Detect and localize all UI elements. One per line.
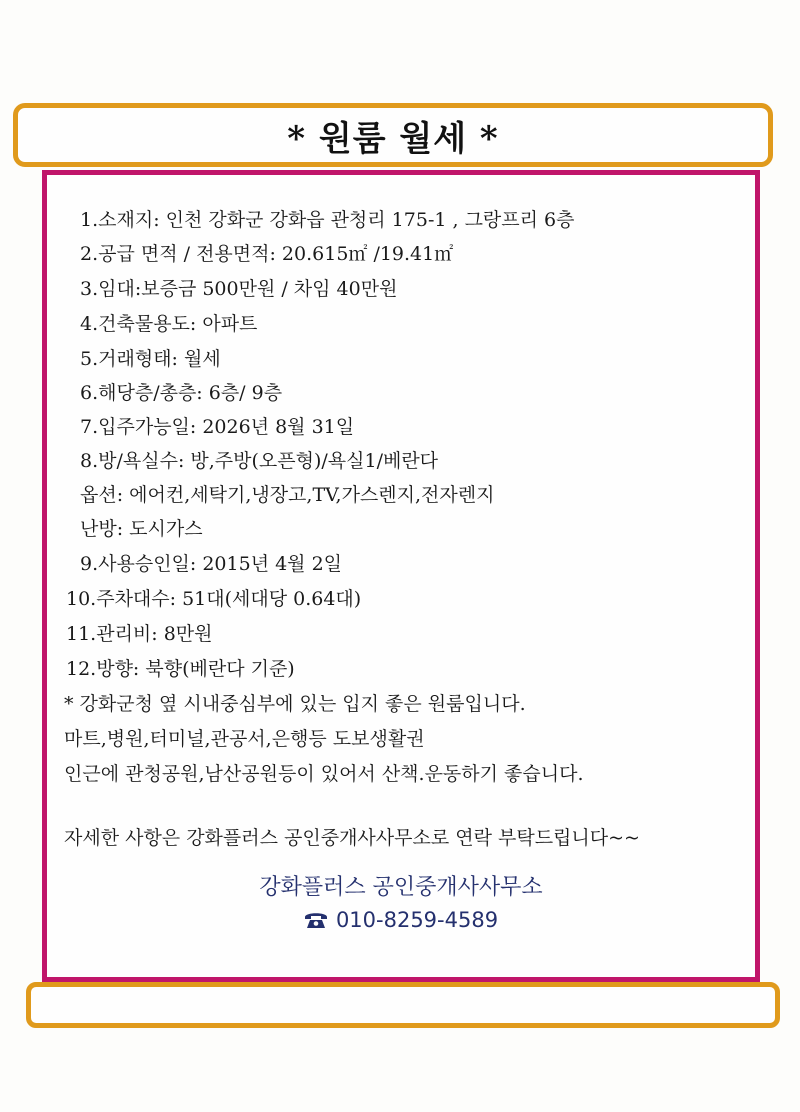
listing-note-amenities: 마트,병원,터미널,관공서,은행등 도보생활권 (64, 728, 425, 750)
page-title: * 원룸 월세 * (287, 118, 499, 159)
listing-line-options: 옵션: 에어컨,세탁기,냉장고,TV,가스렌지,전자렌지 (80, 484, 495, 506)
listing-line-rent: 3.임대:보증금 500만원 / 차임 40만원 (80, 278, 398, 300)
listing-line-maintenance: 11.관리비: 8만원 (66, 623, 213, 645)
listing-line-building-use: 4.건축물용도: 아파트 (80, 313, 258, 335)
title-banner (13, 103, 773, 167)
phone-number: 010-8259-4589 (335, 908, 499, 932)
listing-line-parking: 10.주차대수: 51대(세대당 0.64대) (66, 588, 362, 610)
listing-line-rooms: 8.방/욕실수: 방,주방(오픈형)/욕실1/베란다 (80, 450, 439, 472)
listing-note-location: * 강화군청 옆 시내중심부에 있는 입지 좋은 원룸입니다. (64, 693, 526, 715)
listing-note-parks: 인근에 관청공원,남산공원등이 있어서 산책.운동하기 좋습니다. (64, 763, 584, 785)
agency-name: 강화플러스 공인중개사사무소 (259, 875, 543, 900)
listing-line-approval-date: 9.사용승인일: 2015년 4월 2일 (80, 553, 343, 575)
listing-line-area: 2.공급 면적 / 전용면적: 20.615㎡ /19.41㎡ (80, 243, 454, 265)
contact-request-text: 자세한 사항은 강화플러스 공인중개사사무소로 연락 부탁드립니다~~ (64, 827, 640, 849)
listing-line-move-in: 7.입주가능일: 2026년 8월 31일 (80, 416, 355, 438)
listing-line-direction: 12.방향: 북향(베란다 기준) (66, 658, 295, 680)
phone-row (47, 908, 755, 932)
footer-banner (26, 982, 780, 1028)
listing-panel (42, 170, 760, 982)
listing-line-floor: 6.해당층/총층: 6층/ 9층 (80, 382, 283, 404)
listing-line-location: 1.소재지: 인천 강화군 강화읍 관청리 175-1 , 그랑프리 6층 (80, 209, 575, 231)
listing-line-deal-type: 5.거래형태: 월세 (80, 348, 221, 370)
listing-line-heating: 난방: 도시가스 (80, 518, 203, 540)
telephone-icon (304, 911, 328, 929)
